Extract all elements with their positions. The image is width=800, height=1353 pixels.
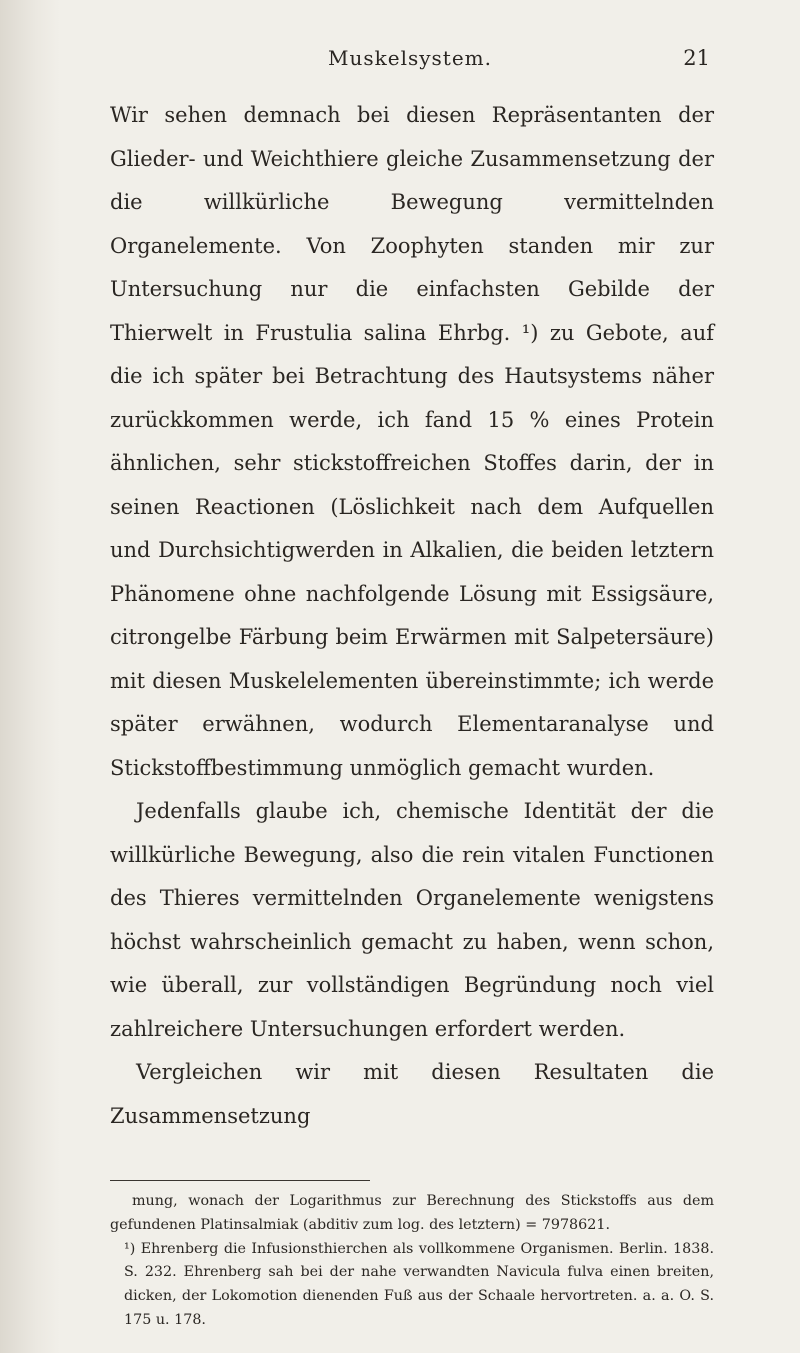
paragraph: Vergleichen wir mit diesen Resultaten die Zusammensetzung [110,1060,714,1128]
running-title: Muskelsystem. [328,46,492,70]
page-header [110,46,710,76]
footnote: mung, wonach der Logarithmus zur Berechnung des Stickstoffs aus dem gefundenen Platinsalmiak (abditiv zum log. des letztern) = 7978621. [110,1193,714,1233]
footnote: ¹) Ehrenberg die Infusionsthierchen als vollkommene Organismen. Berlin. 1838. S. 232. Ehrenberg sah bei der nahe verwandten Navicula fulva einen breiten, dicken, der Lokomotion dienenden Fuß aus der Schaale hervortreten. a. a. O. S. 175 u. 178. [124,1240,714,1328]
footnote-rule [110,1180,370,1181]
body-text [110,94,714,1138]
page-number: 21 [683,46,710,70]
page-edge-shadow [0,0,60,1353]
footnotes [110,1190,714,1333]
paragraph: Wir sehen demnach bei diesen Repräsentanten der Glieder- und Weichthiere gleiche Zusammensetzung der die willkürliche Bewegung vermittelnden Organelemente. Von Zoophyten standen mir zur Untersuchung nur die einfachsten Gebilde der Thierwelt in Frustulia salina Ehrbg. ¹) zu Gebote, auf die ich später bei Betrachtung des Hautsystems näher zurückkommen werde, ich fand 15 % eines Protein ähnlichen, sehr stickstoffreichen Stoffes darin, der in seinen Reactionen (Löslichkeit nach dem Aufquellen und Durchsichtigwerden in Alkalien, die beiden letztern Phänomene ohne nachfolgende Lösung mit Essigsäure, citrongelbe Färbung beim Erwärmen mit Salpetersäure) mit diesen Muskelelementen übereinstimmte; ich werde später erwähnen, wodurch Elementaranalyse und Stickstoffbestimmung unmöglich gemacht wurden. [110,103,714,780]
paragraph: Jedenfalls glaube ich, chemische Identität der die willkürliche Bewegung, also die rein vitalen Functionen des Thieres vermittelnden Organelemente wenigstens höchst wahrscheinlich gemacht zu haben, wenn schon, wie überall, zur vollständigen Begründung noch viel zahlreichere Untersuchungen erfordert werden. [110,799,714,1041]
